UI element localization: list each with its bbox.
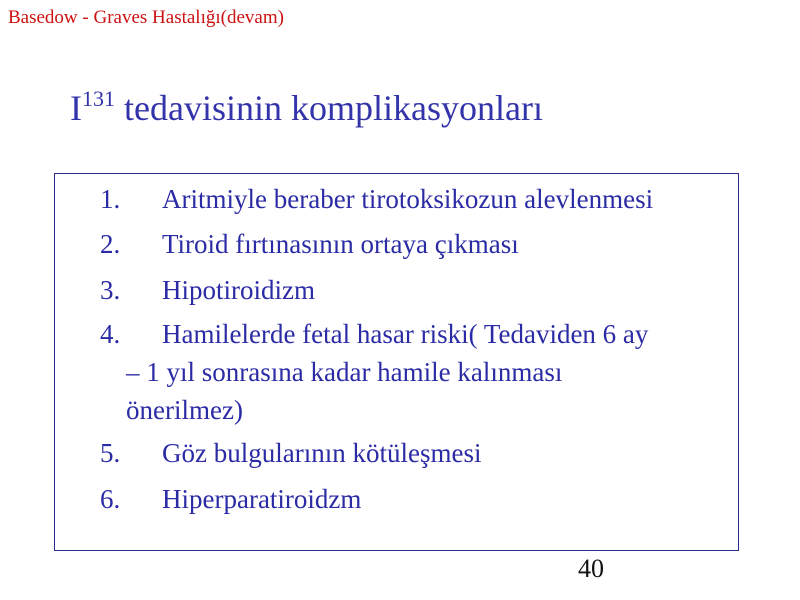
- list-item: [100, 180, 653, 218]
- list-item-number: 6.: [100, 484, 121, 514]
- list-item-text: Hamilelerde fetal hasar riski( Tedaviden 6 ay: [162, 319, 649, 349]
- list-item-text: Hipotiroidizm: [162, 275, 315, 305]
- list-item: [100, 315, 740, 429]
- list-item-number: 2.: [100, 229, 121, 259]
- list-item-text: Aritmiyle beraber tirotoksikozun alevlenmesi: [162, 184, 654, 214]
- list-item: [100, 271, 315, 309]
- slide-header: Basedow - Graves Hastalığı(devam): [8, 7, 284, 28]
- list-item-number: 5.: [100, 438, 121, 468]
- slide-title: [70, 86, 543, 130]
- list-item-text: Tiroid fırtınasının ortaya çıkması: [162, 229, 519, 259]
- title-superscript: 131: [82, 86, 115, 111]
- list-item-continuation: önerilmez): [126, 395, 243, 425]
- title-rest: tedavisinin komplikasyonları: [115, 88, 543, 128]
- list-item: [100, 434, 481, 472]
- list-item-continuation: – 1 yıl sonrasına kadar hamile kalınması: [126, 357, 563, 387]
- page-number: 40: [578, 554, 604, 583]
- list-item-text: Göz bulgularının kötüleşmesi: [162, 438, 482, 468]
- list-item: [100, 480, 361, 518]
- list-item-number: 1.: [100, 184, 121, 214]
- list-item-number: 3.: [100, 275, 121, 305]
- list-item-number: 4.: [100, 319, 121, 349]
- list-item-text: Hiperparatiroidzm: [162, 484, 362, 514]
- list-item: [100, 225, 519, 263]
- title-prefix: I: [70, 88, 82, 128]
